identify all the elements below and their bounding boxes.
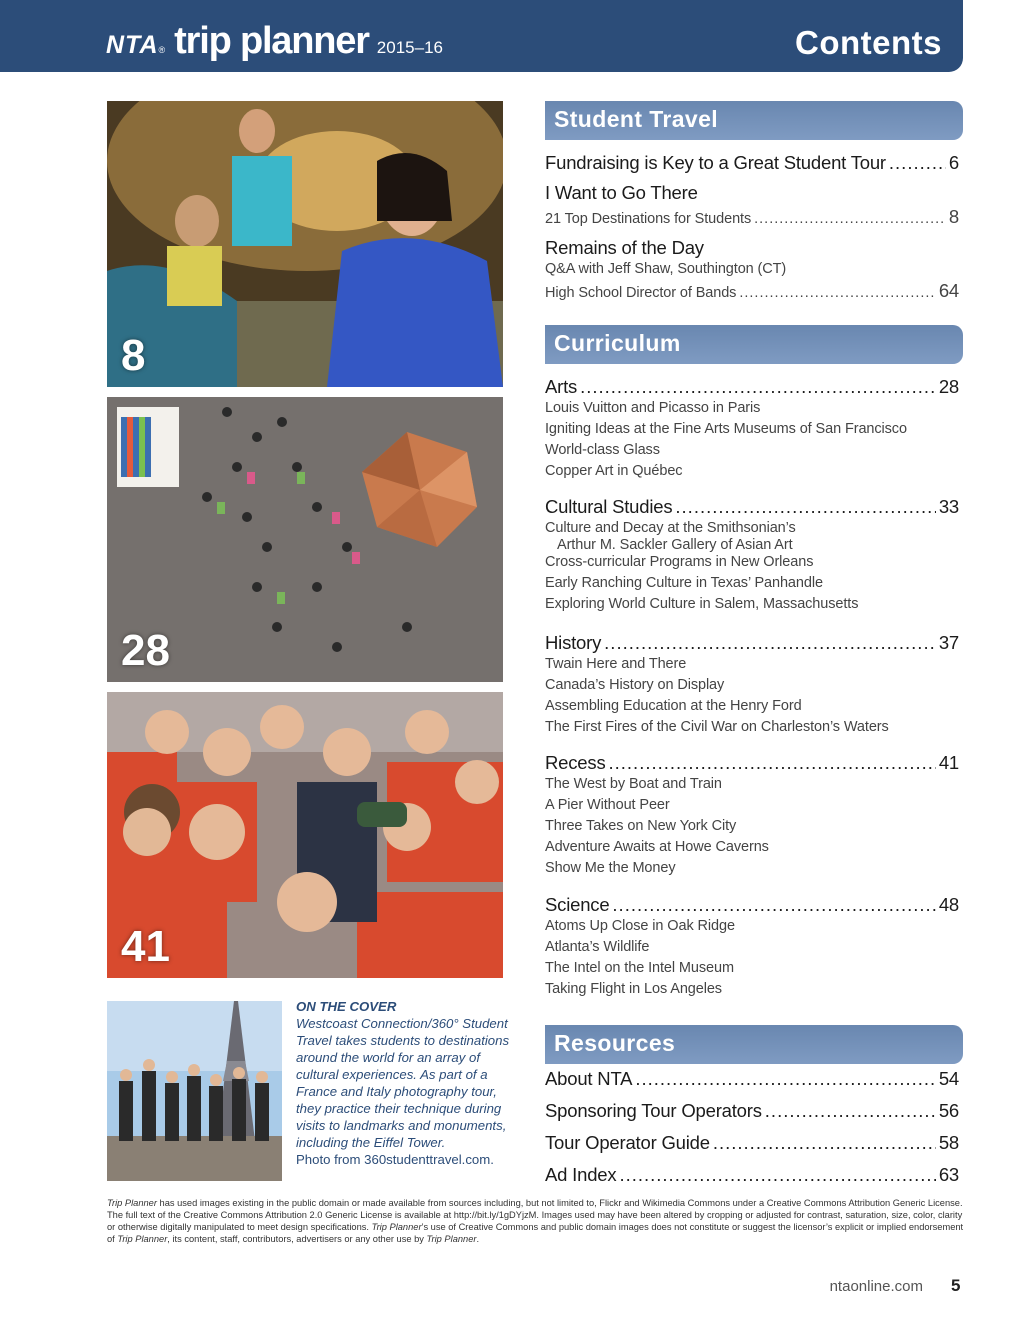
toc-entry-title[interactable]: Remains of the Day bbox=[545, 237, 704, 258]
toc-entry-page: 33 bbox=[938, 496, 959, 517]
registered-mark: ® bbox=[158, 45, 166, 55]
toc-entry-title: Ad Index bbox=[545, 1164, 617, 1185]
photo-page-number: 28 bbox=[121, 626, 170, 675]
toc-subitem-continued[interactable]: Arthur M. Sackler Gallery of Asian Art bbox=[557, 537, 793, 553]
toc-entry-cultural-studies[interactable] bbox=[545, 496, 959, 518]
toc-subitem[interactable]: Show Me the Money bbox=[545, 860, 676, 876]
cover-thumbnail-eiffel-tower bbox=[107, 1001, 282, 1181]
cover-caption-text: Westcoast Connection/360° Student Travel takes students to destinations around the world for an array of cultural experiences. As part of a France and Italy photography tour, they practice their technique during visits to landmarks and monuments, including the Eiffel Tower. bbox=[296, 1016, 510, 1150]
toc-entry-page: 58 bbox=[938, 1132, 959, 1153]
toc-subitem[interactable]: Cross-curricular Programs in New Orleans bbox=[545, 554, 814, 570]
toc-entry-page: 6 bbox=[948, 152, 959, 173]
toc-cultural-studies bbox=[545, 496, 959, 612]
toc-entry-title[interactable]: I Want to Go There bbox=[545, 182, 698, 203]
toc-subitem[interactable]: Twain Here and There bbox=[545, 656, 687, 672]
footnote-publication-name: Trip Planner bbox=[371, 1222, 422, 1232]
footnote-text: has used images existing in the public domain or made available from sources including, but not limited to, Flickr and Wikimedia Commons under a Creative Commons Attribution Generic License. The full text of the Creative Commons Attribution 2.0 Generic License is available at http://bit.ly/1gDYjzM. Images used may have been altered by cropping or adjusted for contrast, saturation, size, color, clarity or otherwise digitally manipulated to meet design specifications. bbox=[107, 1198, 963, 1232]
toc-arts bbox=[545, 376, 959, 479]
footnote-text: ’s use of Creative Commons and public domain images does not constitute or suggest the licensor’s explicit or implied endorsement of bbox=[107, 1222, 964, 1244]
toc-entry-title: History bbox=[545, 632, 602, 653]
page-title: Contents bbox=[795, 24, 942, 61]
toc-entry[interactable] bbox=[545, 1068, 959, 1090]
toc-student-travel bbox=[545, 152, 959, 302]
photo-page-number: 41 bbox=[121, 922, 170, 971]
section-title: Resources bbox=[554, 1030, 676, 1056]
toc-entry-title: Arts bbox=[545, 376, 578, 397]
toc-entry[interactable] bbox=[545, 280, 959, 302]
toc-subitem[interactable]: A Pier Without Peer bbox=[545, 797, 670, 813]
toc-subitem[interactable]: Copper Art in Québec bbox=[545, 463, 683, 479]
toc-subitem[interactable]: World-class Glass bbox=[545, 442, 660, 458]
toc-subitem[interactable]: Adventure Awaits at Howe Caverns bbox=[545, 839, 769, 855]
section-title: Student Travel bbox=[554, 106, 719, 132]
toc-resources bbox=[545, 1068, 959, 1186]
photo-page-number: 8 bbox=[121, 331, 146, 380]
toc-entry[interactable] bbox=[545, 1164, 959, 1186]
toc-entry-title: Science bbox=[545, 894, 610, 915]
toc-entry-page: 56 bbox=[938, 1100, 959, 1121]
toc-entry-arts[interactable] bbox=[545, 376, 959, 398]
section-header-curriculum bbox=[545, 325, 963, 364]
toc-entry-page: 8 bbox=[948, 206, 959, 227]
photo-museum-plaza bbox=[107, 397, 503, 682]
toc-entry-page: 54 bbox=[938, 1068, 959, 1089]
toc-entry-recess[interactable] bbox=[545, 752, 959, 774]
toc-entry-title: Tour Operator Guide bbox=[545, 1132, 710, 1153]
photo-students-life-jackets bbox=[107, 692, 503, 978]
footnote-publication-name: Trip Planner bbox=[107, 1198, 157, 1208]
toc-entry-page: 37 bbox=[938, 632, 959, 653]
toc-subitem[interactable]: Igniting Ideas at the Fine Arts Museums of San Francisco bbox=[545, 421, 907, 437]
header-bar bbox=[0, 0, 963, 72]
toc-entry-title: Fundraising is Key to a Great Student Tour bbox=[545, 152, 886, 173]
toc-subitem[interactable]: Canada’s History on Display bbox=[545, 677, 725, 693]
toc-subitem[interactable]: Exploring World Culture in Salem, Massachusetts bbox=[545, 596, 859, 612]
section-title: Curriculum bbox=[554, 330, 681, 356]
website-url[interactable]: ntaonline.com bbox=[829, 1278, 923, 1295]
cover-caption-title: ON THE COVER bbox=[296, 999, 397, 1014]
toc-entry-title: About NTA bbox=[545, 1068, 633, 1089]
toc-subitem[interactable]: Three Takes on New York City bbox=[545, 818, 737, 834]
nta-logo bbox=[106, 20, 443, 63]
toc-entry[interactable] bbox=[545, 1100, 959, 1122]
section-header-resources bbox=[545, 1025, 963, 1064]
footnote-text: , its content, staff, contributors, advertisers or any other use by bbox=[167, 1234, 427, 1244]
toc-entry-subtitle: 21 Top Destinations for Students bbox=[545, 211, 752, 227]
footnote-text: . bbox=[476, 1234, 480, 1244]
edition-year: 2015–16 bbox=[376, 38, 443, 57]
toc-subitem[interactable]: Assembling Education at the Henry Ford bbox=[545, 698, 802, 714]
toc-recess bbox=[545, 752, 959, 876]
toc-entry-page: 48 bbox=[938, 894, 959, 915]
footnote-publication-name: Trip Planner bbox=[426, 1234, 477, 1244]
footnote-publication-name: Trip Planner bbox=[117, 1234, 168, 1244]
toc-entry[interactable] bbox=[545, 1132, 959, 1154]
page-number: 5 bbox=[951, 1276, 961, 1295]
toc-subitem[interactable]: Culture and Decay at the Smithsonian’s bbox=[545, 520, 796, 536]
toc-subitem[interactable]: Taking Flight in Los Angeles bbox=[545, 981, 722, 997]
toc-entry-page: 64 bbox=[938, 280, 959, 301]
toc-entry-subtitle: Q&A with Jeff Shaw, Southington (CT) bbox=[545, 261, 787, 277]
toc-science bbox=[545, 894, 959, 997]
toc-subitem[interactable]: The First Fires of the Civil War on Charleston’s Waters bbox=[545, 719, 889, 735]
toc-entry[interactable] bbox=[545, 206, 959, 228]
toc-entry[interactable] bbox=[545, 152, 959, 174]
cover-photo-credit: Photo from 360studenttravel.com. bbox=[296, 1152, 494, 1167]
toc-subitem[interactable]: The West by Boat and Train bbox=[545, 776, 722, 792]
photo-cave-students bbox=[107, 101, 503, 387]
toc-entry-title: Cultural Studies bbox=[545, 496, 673, 517]
toc-history bbox=[545, 632, 959, 735]
toc-subitem[interactable]: The Intel on the Intel Museum bbox=[545, 960, 734, 976]
toc-entry-history[interactable] bbox=[545, 632, 959, 654]
toc-entry-title: Recess bbox=[545, 752, 606, 773]
product-name: trip planner bbox=[174, 20, 369, 62]
toc-entry-page: 63 bbox=[938, 1164, 959, 1185]
toc-subitem[interactable]: Early Ranching Culture in Texas’ Panhandle bbox=[545, 575, 823, 591]
section-header-student-travel bbox=[545, 101, 963, 140]
toc-entry-science[interactable] bbox=[545, 894, 959, 916]
toc-entry-page: 28 bbox=[938, 376, 959, 397]
toc-subitem[interactable]: Atlanta’s Wildlife bbox=[545, 939, 650, 955]
toc-entry-title: Sponsoring Tour Operators bbox=[545, 1100, 762, 1121]
image-credit-footnote bbox=[107, 1197, 964, 1245]
toc-entry-subtitle: High School Director of Bands bbox=[545, 285, 737, 301]
toc-subitem[interactable]: Louis Vuitton and Picasso in Paris bbox=[545, 400, 761, 416]
cover-caption bbox=[296, 998, 511, 1168]
toc-entry-page: 41 bbox=[938, 752, 959, 773]
toc-subitem[interactable]: Atoms Up Close in Oak Ridge bbox=[545, 918, 735, 934]
brand-name: NTA bbox=[106, 31, 159, 59]
